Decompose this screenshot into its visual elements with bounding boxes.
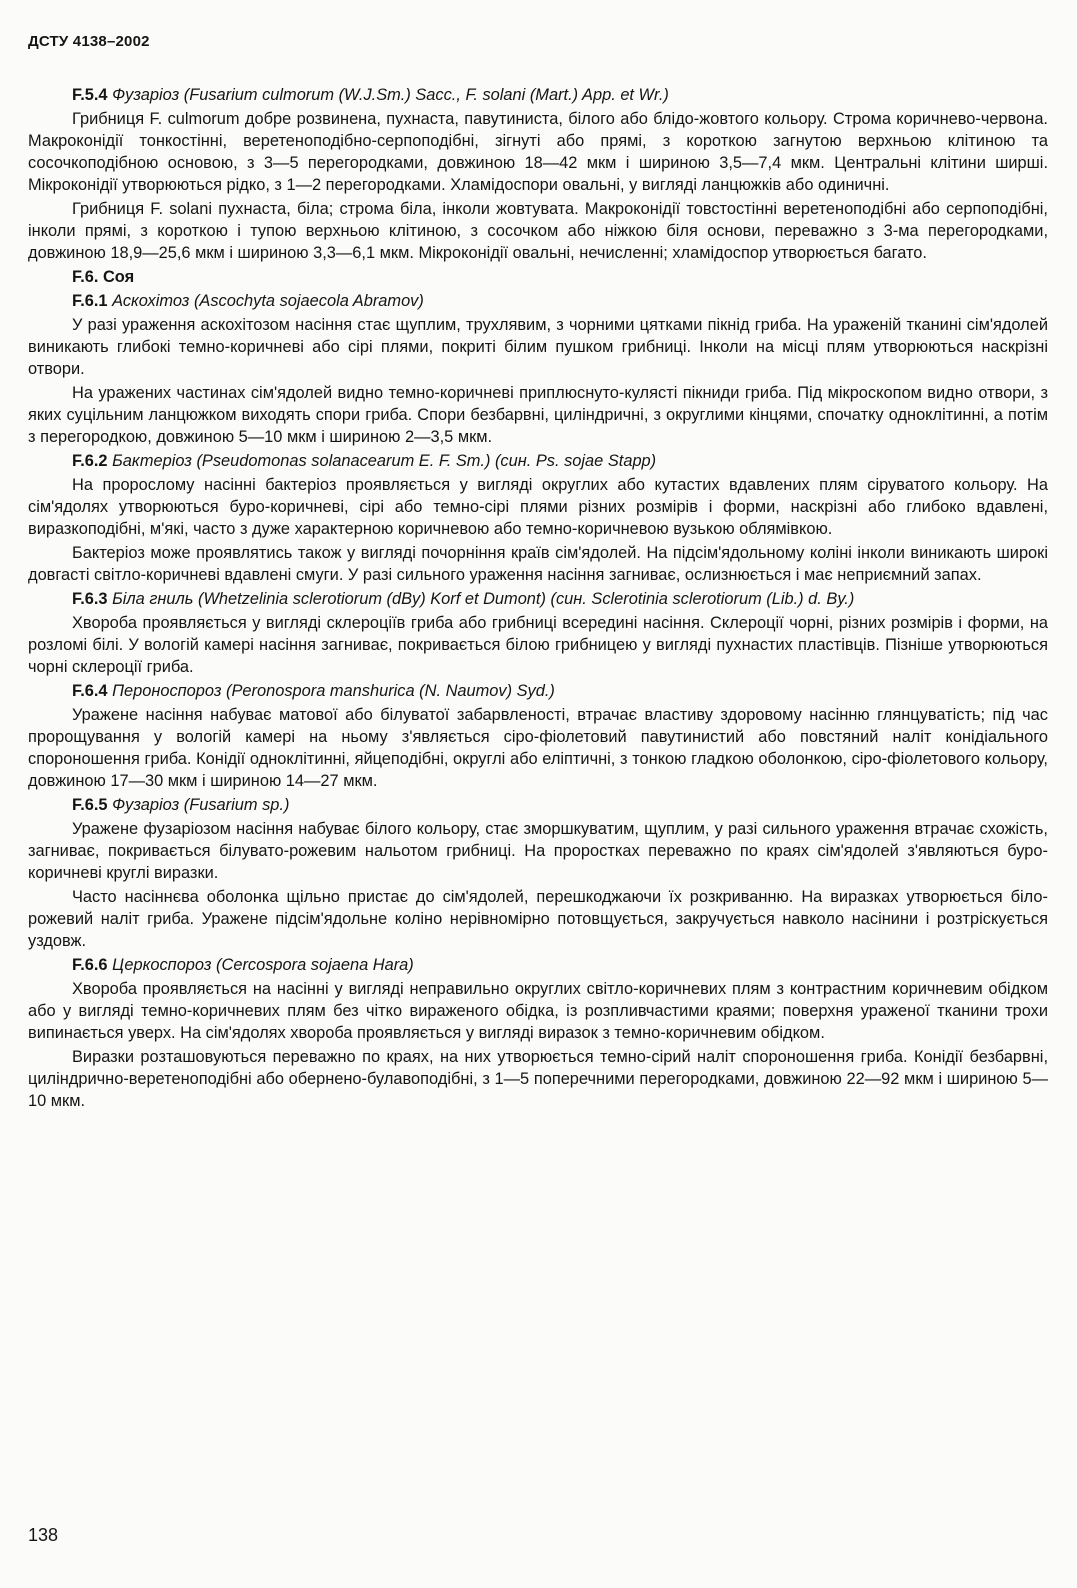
paragraph: У разі ураження аскохітозом насіння стає щуплим, трухлявим, з чорними цятками пікнід гриба. На ураженій тканині сім'ядолей виникають глибокі темно-коричневі або сірі плями, покриті білим пушком грибниці. Інколи на місці плям утворюються наскрізні отвори. xyxy=(28,316,1048,378)
document-body xyxy=(28,84,1048,1114)
paragraph: Уражене насіння набуває матової або білуватої забарвленості, втрачає властиву здоровому насінню глянцуватість; під час пророщування у вологій камері на ньому з'являється сіро-фіолетовий павутинистий або повстяний наліт конідіального спороношення гриба. Конідії одноклітинні, яйцеподібні, округлі або еліптичні, з тонкою гладкою оболонкою, сіро-фіолетового кольору, довжиною 17—30 мкм і шириною 14—27 мкм. xyxy=(28,706,1048,790)
section-number: F.6.2 xyxy=(72,452,108,470)
paragraph: Грибниця F. solani пухнаста, біла; строма біла, інколи жовтувата. Макроконідії товстостінні веретеноподібні або серпоподібні, інколи прямі, з короткою і тупою верхньою клітиною, з сосочком або ніжкою біля основи, переважно з 3-ма перегородками, довжиною 18,9—25,6 мкм і шириною 3,3—6,1 мкм. Мікроконідії овальні, нечисленні; хламідоспор утворюється багато. xyxy=(28,200,1048,262)
paragraph: Уражене фузаріозом насіння набуває білого кольору, стає зморшкуватим, щуплим, у разі сильного ураження втрачає схожість, загниває, покривається білувато-рожевим нальотом грибниці. На проростках переважно по краях сім'ядолей з'являються буро-коричневі круглі виразки. xyxy=(28,820,1048,882)
section-heading xyxy=(28,84,1048,106)
disease-name: Церкоспороз xyxy=(112,956,212,974)
section-number: F.6.1 xyxy=(72,292,108,310)
section-number: F.5.4 xyxy=(72,86,108,104)
latin-name: (Pseudomonas solanacearum E. F. Sm.) (син. Ps. sojae Stapp) xyxy=(196,452,657,470)
paragraph: Хвороба проявляється у вигляді склероціїв гриба або грибниці всередині насіння. Склероції чорні, різних розмірів і форми, на розломі білі. У вологій камері насіння загниває, покривається білою грибницею у вигляді пухнастих пластівців. Пізніше утворюються чорні склероції гриба. xyxy=(28,614,1048,676)
section-heading xyxy=(28,680,1048,702)
paragraph: Хвороба проявляється на насінні у вигляді неправильно округлих світло-коричневих плям з контрастним коричневим обідком або у вигляді темно-коричневих плям без чітко вираженого обідка, із розпливчастими краями; поверхня ураженої тканини трохи випинається уверх. На сім'ядолях хвороба проявляється у вигляді виразок з темно-коричневим обідком. xyxy=(28,980,1048,1042)
section-heading xyxy=(28,794,1048,816)
latin-name: (Whetzelinia sclerotiorum (dBy) Korf et Dumont) (син. Sclerotinia sclerotiorum (Lib.) d. By.) xyxy=(197,590,855,608)
paragraph: На уражених частинах сім'ядолей видно темно-коричневі приплюснуто-кулясті пікниди гриба. Під мікроскопом видно отвори, з яких суцільним ланцюжком виходять спори гриба. Спори безбарвні, циліндричні, з округлими кінцями, спочатку одноклітинні, а потім з перегородкою, довжиною 5—10 мкм і шириною 2—3,5 мкм. xyxy=(28,384,1048,446)
section-number: F.6.6 xyxy=(72,956,108,974)
disease-name: Біла гниль xyxy=(112,590,194,608)
section-number: F.6.3 xyxy=(72,590,108,608)
section-number: F.6.5 xyxy=(72,796,108,814)
latin-name: (Fusarium culmorum (W.J.Sm.) Sacc., F. solani (Mart.) App. et Wr.) xyxy=(183,86,669,104)
section-heading xyxy=(28,954,1048,976)
latin-name: (Peronospora manshurica (N. Naumov) Syd.) xyxy=(226,682,555,700)
document-header: ДСТУ 4138–2002 xyxy=(28,33,150,50)
disease-name: Аскохітоз xyxy=(112,292,190,310)
latin-name: (Ascochyta sojaecola Abramov) xyxy=(193,292,424,310)
disease-name: Пероноспороз xyxy=(112,682,222,700)
latin-name: (Cercospora sojaena Hara) xyxy=(216,956,414,974)
section-heading xyxy=(28,290,1048,312)
paragraph: Часто насіннєва оболонка щільно пристає до сім'ядолей, перешкоджаючи їх розкриванню. На виразках утворюється біло-рожевий наліт гриба. Уражене підсім'ядольне коліно нерівномірно потовщується, закручується навколо насінини і розтріскується уздовж. xyxy=(28,888,1048,950)
section-heading xyxy=(28,450,1048,472)
paragraph: Виразки розташовуються переважно по краях, на них утворюється темно-сірий наліт спороношення гриба. Конідії безбарвні, циліндрично-веретеноподібні або обернено-булавоподібні, з 1—5 поперечними перегородками, довжиною 22—92 мкм і шириною 5—10 мкм. xyxy=(28,1048,1048,1110)
disease-name: Фузаріоз xyxy=(112,796,180,814)
disease-name: Бактеріоз xyxy=(112,452,192,470)
section-title: F.6. Соя xyxy=(72,268,135,286)
latin-name: (Fusarium sp.) xyxy=(183,796,290,814)
page-number: 138 xyxy=(28,1525,59,1545)
disease-name: Фузаріоз xyxy=(112,86,180,104)
paragraph: На пророслому насінні бактеріоз проявляється у вигляді округлих або кутастих вдавлених плям сіруватого кольору. На сім'ядолях утворюються буро-коричневі, сірі або темно-сірі плями різних розмірів і форми, наскрізні або глибоко вдавлені, виразкоподібні, м'які, часто з дуже характерною коричневою або темно-коричневою вузькою облямівкою. xyxy=(28,476,1048,538)
section-number: F.6.4 xyxy=(72,682,108,700)
paragraph: Грибниця F. culmorum добре розвинена, пухнаста, павутиниста, білого або блідо-жовтого кольору. Строма коричнево-червона. Макроконідії тонкостінні, веретеноподібно-серпоподібні, зігнуті або прямі, з короткою загнутою верхньою клітиною та сосочкоподібною основою, з 3—5 перегородками, довжиною 18—42 мкм і шириною 3,5—7,4 мкм. Центральні клітини ширші. Мікроконідії утворюються рідко, з 1—2 перегородками. Хламідоспори овальні, у вигляді ланцюжків або одиничні. xyxy=(28,110,1048,194)
section-heading xyxy=(28,588,1048,610)
paragraph: Бактеріоз може проявлятись також у вигляді почорніння країв сім'ядолей. На підсім'ядольному коліні інколи виникають широкі довгасті світло-коричневі вдавлені смуги. У разі сильного ураження насіння загниває, ослизнюється і має неприємний запах. xyxy=(28,544,1048,584)
